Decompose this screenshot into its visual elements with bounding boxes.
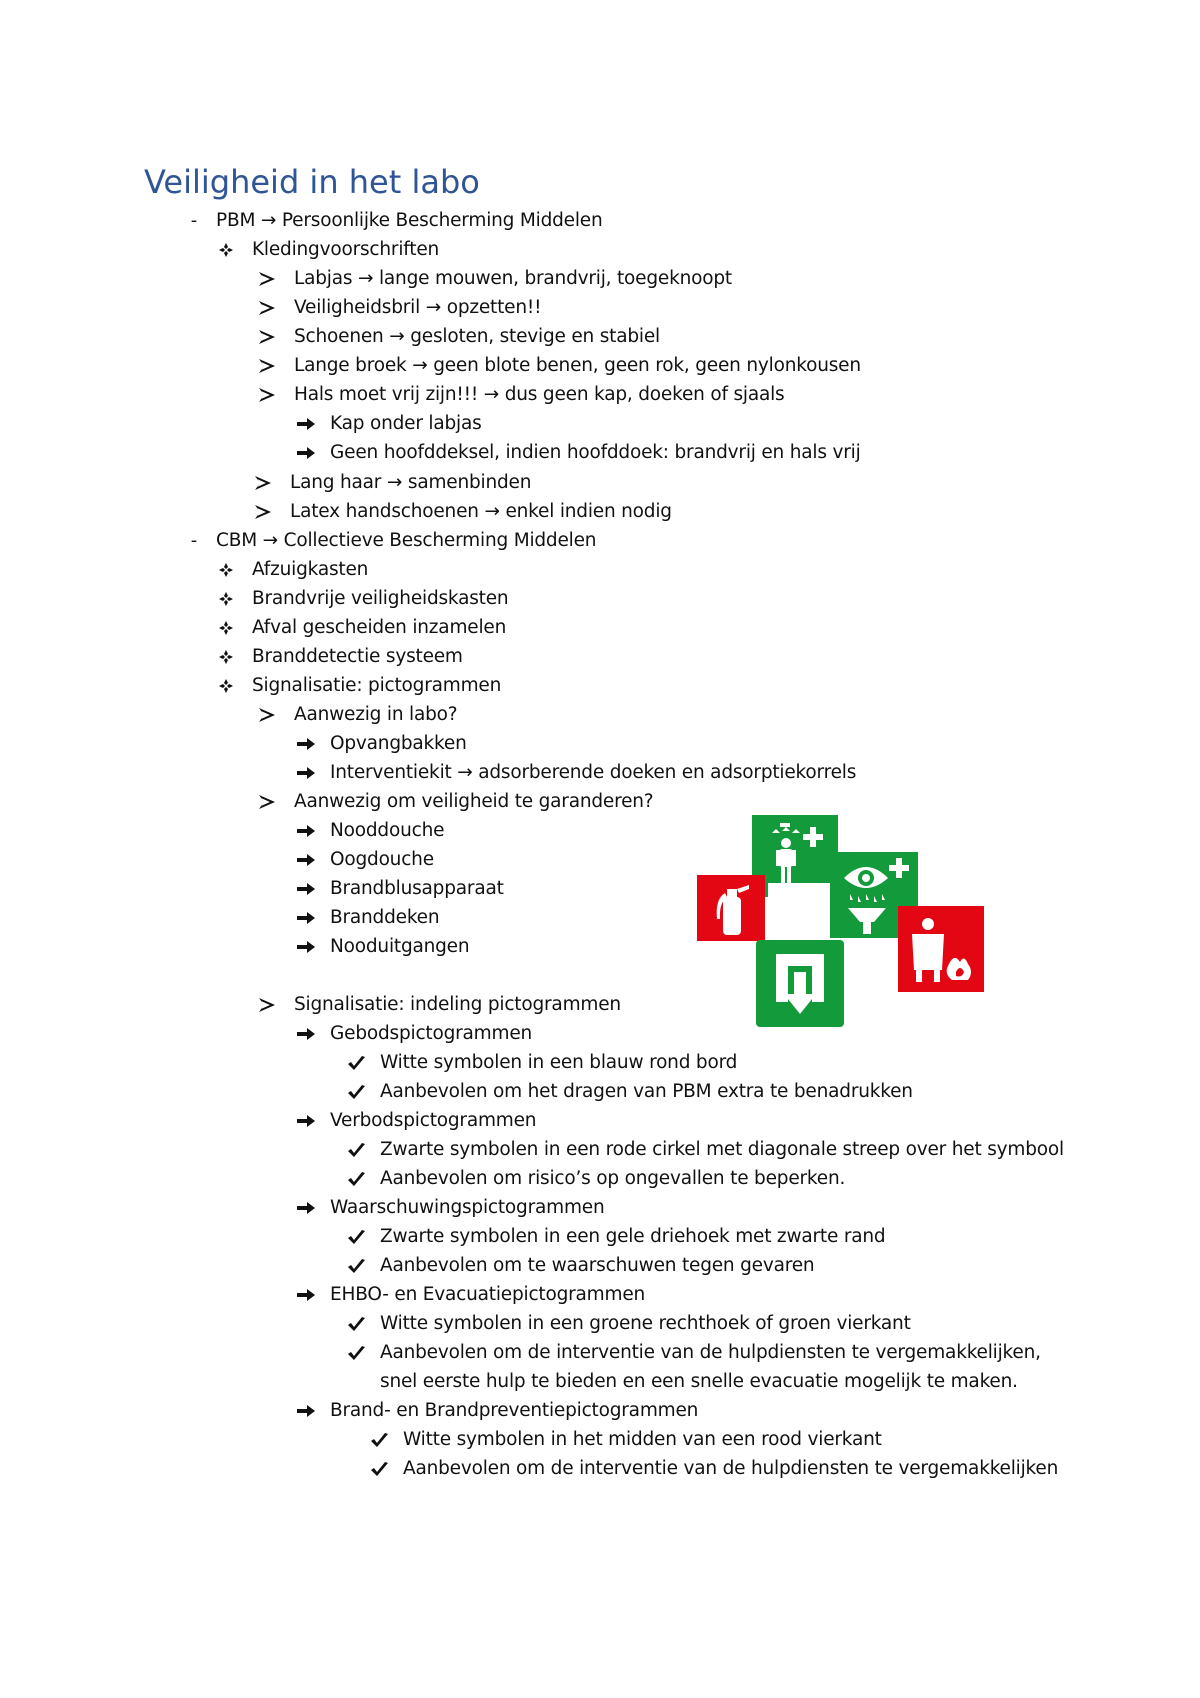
arrowhead-bullet-icon (252, 500, 274, 524)
dash-bullet-icon: - (190, 210, 198, 231)
list-item-text: Aanbevolen om te waarschuwen tegen gevaren (380, 1255, 815, 1276)
list-item-text: Aanbevolen om risico’s op ongevallen te beperken. (380, 1168, 846, 1189)
check-bullet-icon (345, 1225, 367, 1249)
list-item (252, 587, 508, 611)
list-item-text: Signalisatie: pictogrammen (252, 675, 502, 696)
arrowhead-bullet-icon (256, 790, 278, 814)
list-item-text: adsorberende doeken en adsorptiekorrels (478, 762, 857, 783)
list-item-text: Aanwezig in labo? (294, 704, 458, 725)
diamond-bullet-icon (215, 616, 237, 640)
page-title: Veiligheid in het labo (144, 163, 480, 201)
list-item (330, 1399, 698, 1423)
list-item-text: Persoonlijke Bescherming Middelen (281, 210, 603, 231)
list-item (252, 616, 506, 640)
list-item (380, 1138, 1064, 1162)
list-item-text: Zwarte symbolen in een rode cirkel met diagonale streep over het symbool (380, 1139, 1064, 1160)
diamond-bullet-icon (215, 587, 237, 611)
list-item (330, 848, 434, 872)
bold-arrow-bullet-icon (295, 732, 317, 756)
list-item (330, 412, 482, 436)
arrowhead-bullet-icon (256, 296, 278, 320)
arrow-right-icon: → (256, 530, 284, 551)
fire-blanket-icon (898, 906, 984, 992)
list-item-text: Kap onder labjas (330, 413, 482, 434)
bold-arrow-bullet-icon (295, 877, 317, 901)
check-bullet-icon (368, 1457, 390, 1481)
list-item-text: PBM (216, 210, 256, 231)
list-item-text: Gebodspictogrammen (330, 1023, 533, 1044)
bold-arrow-bullet-icon (295, 1022, 317, 1046)
list-item-text: Brand- en Brandpreventiepictogrammen (330, 1400, 699, 1421)
list-item (330, 761, 856, 785)
list-item-text: samenbinden (407, 472, 532, 493)
list-item (330, 935, 469, 959)
list-item (290, 471, 531, 495)
arrow-right-icon: → (451, 762, 479, 783)
list-item (330, 1109, 536, 1133)
bold-arrow-bullet-icon (295, 1283, 317, 1307)
fire-extinguisher-icon (697, 875, 765, 941)
list-item-text: Waarschuwingspictogrammen (330, 1197, 605, 1218)
list-item-text: Schoenen (294, 326, 384, 347)
list-item-text: Interventiekit (330, 762, 452, 783)
list-item (380, 1225, 885, 1249)
list-item-text: Oogdouche (330, 849, 434, 870)
list-item-text: Lang haar (290, 472, 382, 493)
list-item-text: Zwarte symbolen in een gele driehoek met zwarte rand (380, 1226, 886, 1247)
list-item (380, 1341, 1041, 1365)
diamond-bullet-icon (215, 674, 237, 698)
list-item (216, 209, 603, 233)
list-item (294, 325, 660, 349)
bold-arrow-bullet-icon (295, 935, 317, 959)
list-item (330, 906, 439, 930)
list-item-text: snel eerste hulp te bieden en een snelle evacuatie mogelijk te maken. (380, 1371, 1018, 1392)
list-item (403, 1428, 882, 1452)
list-item (252, 238, 439, 262)
list-item (252, 558, 368, 582)
list-item-text: dus geen kap, doeken of sjaals (504, 384, 785, 405)
list-item-text: Opvangbakken (330, 733, 467, 754)
bold-arrow-bullet-icon (295, 441, 317, 465)
list-item (252, 674, 501, 698)
list-item (380, 1051, 737, 1075)
check-bullet-icon (345, 1167, 367, 1191)
dash-bullet-icon: - (190, 530, 198, 551)
list-item-text: Witte symbolen in het midden van een rood vierkant (403, 1429, 882, 1450)
list-item (403, 1457, 1058, 1481)
list-item-text: gesloten, stevige en stabiel (410, 326, 660, 347)
check-bullet-icon (345, 1080, 367, 1104)
arrow-right-icon: → (478, 501, 506, 522)
list-item-text: Geen hoofddeksel, indien hoofddoek: brandvrij en hals vrij (330, 442, 861, 463)
arrow-right-icon: → (383, 326, 411, 347)
arrowhead-bullet-icon (252, 471, 274, 495)
list-item-text: Aanbevolen om de interventie van de hulpdiensten te vergemakkelijken, (380, 1342, 1041, 1363)
list-item-text: Branddetectie systeem (252, 646, 463, 667)
list-item (330, 1022, 532, 1046)
list-item-text: Lange broek (294, 355, 407, 376)
list-item (294, 354, 861, 378)
list-item-text: EHBO- en Evacuatiepictogrammen (330, 1284, 646, 1305)
arrow-right-icon: → (406, 355, 434, 376)
list-item (216, 529, 596, 553)
list-item-text: CBM (216, 530, 257, 551)
arrowhead-bullet-icon (256, 354, 278, 378)
list-item-text: Veiligheidsbril (294, 297, 421, 318)
list-item-text: Brandvrije veiligheidskasten (252, 588, 509, 609)
check-bullet-icon (345, 1254, 367, 1278)
list-item-text: Aanbevolen om het dragen van PBM extra te benadrukken (380, 1081, 913, 1102)
list-item-text: Brandblusapparaat (330, 878, 504, 899)
list-item (380, 1080, 913, 1104)
arrow-right-icon: → (381, 472, 408, 493)
list-item-text: Aanwezig om veiligheid te garanderen? (294, 791, 654, 812)
bold-arrow-bullet-icon (295, 1109, 317, 1133)
list-item (294, 296, 541, 320)
arrow-right-icon: → (478, 384, 505, 405)
list-item (330, 1196, 605, 1220)
arrow-right-icon: → (255, 210, 282, 231)
bold-arrow-bullet-icon (295, 906, 317, 930)
check-bullet-icon (345, 1312, 367, 1336)
list-item-text: Signalisatie: indeling pictogrammen (294, 994, 621, 1015)
check-bullet-icon (345, 1138, 367, 1162)
list-item-text: opzetten!! (446, 297, 542, 318)
diamond-bullet-icon (215, 558, 237, 582)
check-bullet-icon (368, 1428, 390, 1452)
check-bullet-icon (345, 1051, 367, 1075)
bold-arrow-bullet-icon (295, 761, 317, 785)
arrowhead-bullet-icon (256, 383, 278, 407)
list-item-text: Hals moet vrij zijn!!! (294, 384, 479, 405)
list-item (294, 703, 457, 727)
list-item-text: Kledingvoorschriften (252, 239, 440, 260)
list-item-text: Nooduitgangen (330, 936, 470, 957)
list-item-text: Nooddouche (330, 820, 445, 841)
list-item (252, 645, 463, 669)
list-item-text: Witte symbolen in een blauw rond bord (380, 1052, 738, 1073)
list-item (294, 993, 621, 1017)
list-item (330, 441, 861, 465)
list-item (330, 877, 504, 901)
bold-arrow-bullet-icon (295, 819, 317, 843)
list-item-text: Latex handschoenen (290, 501, 479, 522)
list-item-text: Verbodspictogrammen (330, 1110, 537, 1131)
arrowhead-bullet-icon (256, 703, 278, 727)
list-item (380, 1167, 845, 1191)
list-item (330, 1283, 645, 1307)
list-item-text: Collectieve Bescherming Middelen (283, 530, 597, 551)
list-item-text: Branddeken (330, 907, 440, 928)
check-bullet-icon (345, 1341, 367, 1365)
arrowhead-bullet-icon (256, 325, 278, 349)
list-item (294, 383, 784, 407)
list-item-text: Aanbevolen om de interventie van de hulpdiensten te vergemakkelijken (403, 1458, 1059, 1479)
list-item-text: Afval gescheiden inzamelen (252, 617, 507, 638)
bold-arrow-bullet-icon (295, 848, 317, 872)
list-item (290, 500, 672, 524)
list-item (330, 732, 467, 756)
bold-arrow-bullet-icon (295, 1196, 317, 1220)
list-item (294, 790, 653, 814)
diamond-bullet-icon (215, 645, 237, 669)
list-item-text: Afzuigkasten (252, 559, 369, 580)
arrowhead-bullet-icon (256, 267, 278, 291)
emergency-exit-icon (756, 940, 844, 1027)
arrow-right-icon: → (420, 297, 447, 318)
bold-arrow-bullet-icon (295, 412, 317, 436)
arrowhead-bullet-icon (256, 993, 278, 1017)
list-item (380, 1312, 911, 1336)
arrow-right-icon: → (352, 268, 379, 289)
list-item (294, 267, 732, 291)
list-item-text: Witte symbolen in een groene rechthoek of groen vierkant (380, 1313, 911, 1334)
diamond-bullet-icon (215, 238, 237, 262)
list-item-text: lange mouwen, brandvrij, toegeknoopt (378, 268, 732, 289)
list-item-text: Labjas (294, 268, 353, 289)
list-item (380, 1370, 1018, 1394)
list-item-text: enkel indien nodig (505, 501, 672, 522)
list-item (380, 1254, 814, 1278)
list-item (330, 819, 444, 843)
bold-arrow-bullet-icon (295, 1399, 317, 1423)
list-item-text: geen blote benen, geen rok, geen nylonkousen (433, 355, 861, 376)
